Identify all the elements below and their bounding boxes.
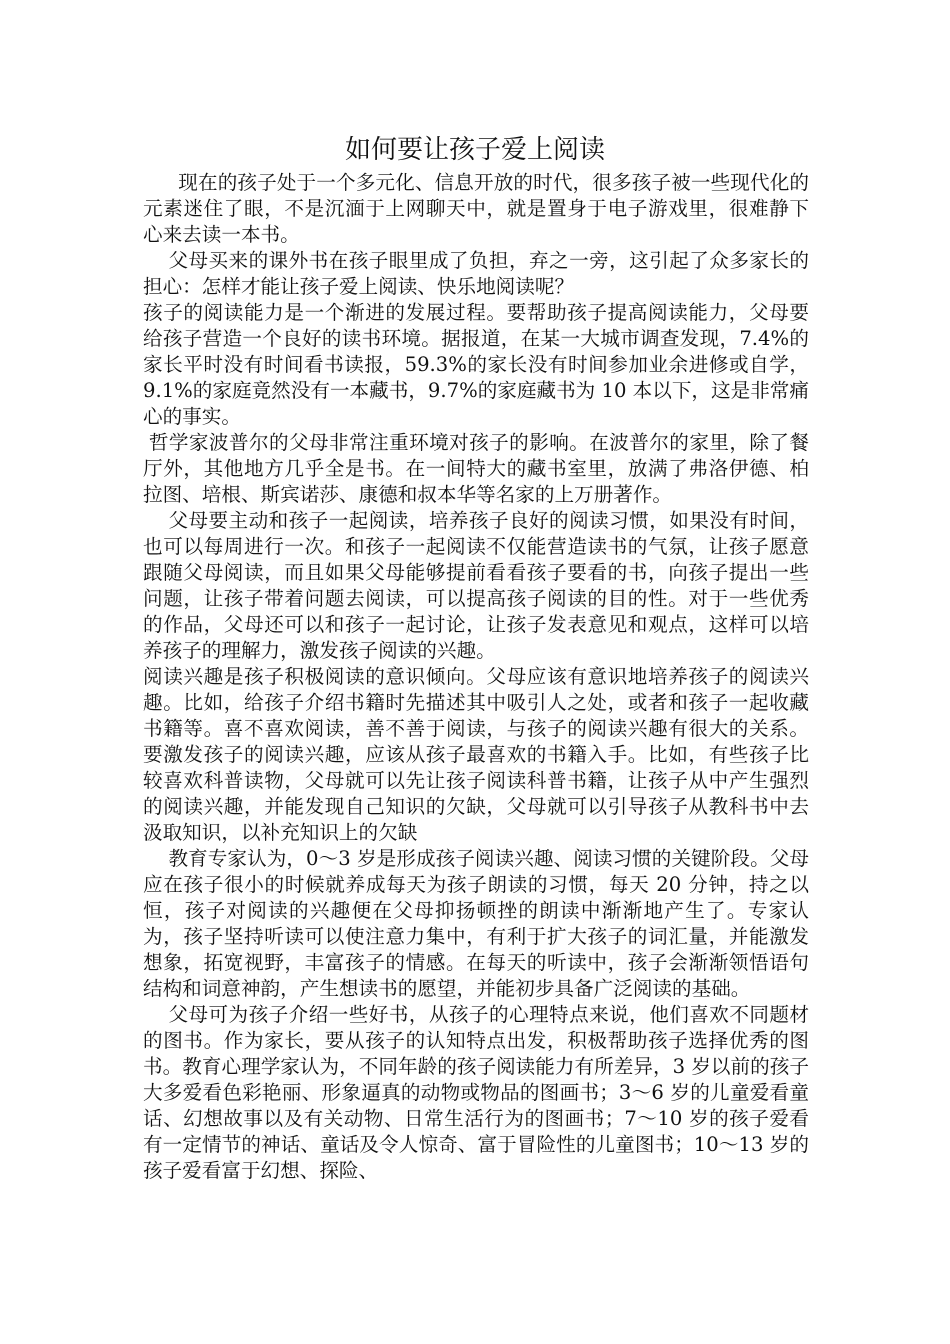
document-title: 如何要让孩子爱上阅读 <box>344 135 605 165</box>
paragraph-1: 现在的孩子处于一个多元化、信息开放的时代，很多孩子被一些现代化的元素迷住了眼，不是沉湎于上网聊天中，就是置身于电子游戏里，很难静下心来去读一本书。 <box>143 171 809 246</box>
paragraph-4: 哲学家波普尔的父母非常注重环境对孩子的影响。在波普尔的家里，除了餐厅外，其他地方几乎全是书。在一间特大的藏书室里，放满了弗洛伊德、柏拉图、培根、斯宾诺莎、康德和叔本华等名家的上万册著作。 <box>143 431 809 506</box>
paragraph-2: 父母买来的课外书在孩子眼里成了负担，弃之一旁，这引起了众多家长的担心：怎样才能让孩子爱上阅读、快乐地阅读呢？ <box>143 249 809 298</box>
paragraph-3: 孩子的阅读能力是一个渐进的发展过程。要帮助孩子提高阅读能力，父母要给孩子营造一个良好的读书环境。据报道，在某一大城市调查发现，7.4%的家长平时没有时间看书读报，59.3%的家长没有时间参加业余进修或自学，9.1%的家庭竟然没有一本藏书，9.7%的家庭藏书为 10 本以下，这是非常痛心的事实。 <box>143 301 809 428</box>
paragraph-6: 阅读兴趣是孩子积极阅读的意识倾向。父母应该有意识地培养孩子的阅读兴趣。比如，给孩子介绍书籍时先描述其中吸引人之处，或者和孩子一起收藏书籍等。喜不喜欢阅读，善不善于阅读，与孩子的阅读兴趣有很大的关系。要激发孩子的阅读兴趣，应该从孩子最喜欢的书籍入手。比如，有些孩子比较喜欢科普读物，父母就可以先让孩子阅读科普书籍，让孩子从中产生强烈的阅读兴趣，并能发现自己知识的欠缺，父母就可以引导孩子从教科书中去汲取知识，以补充知识上的欠缺 <box>143 665 809 844</box>
paragraph-8: 父母可为孩子介绍一些好书，从孩子的心理特点来说，他们喜欢不同题材的图书。作为家长，要从孩子的认知特点出发，积极帮助孩子选择优秀的图书。教育心理学家认为，不同年龄的孩子阅读能力有所差异，3 岁以前的孩子大多爱看色彩艳丽、形象逼真的动物或物品的图画书；3～6 岁的儿童爱看童话、幻想故事以及有关动物、日常生活行为的图画书；7～10 岁的孩子爱看有一定情节的神话、童话及令人惊奇、富于冒险性的儿童图书；10～13 岁的孩子爱看富于幻想、探险、 <box>143 1003 809 1182</box>
paragraph-7: 教育专家认为，0～3 岁是形成孩子阅读兴趣、阅读习惯的关键阶段。父母应在孩子很小的时候就养成每天为孩子朗读的习惯，每天 20 分钟，持之以恒，孩子对阅读的兴趣便在父母抑扬顿挫的朗读中渐渐地产生了。专家认为，孩子坚持听读可以使注意力集中，有利于扩大孩子的词汇量，并能激发想象，拓宽视野，丰富孩子的情感。在每天的听读中，孩子会渐渐领悟语句结构和词意神韵，产生想读书的愿望，并能初步具备广泛阅读的基础。 <box>143 847 809 1000</box>
paragraph-5: 父母要主动和孩子一起阅读，培养孩子良好的阅读习惯，如果没有时间，也可以每周进行一次。和孩子一起阅读不仅能营造读书的气氛，让孩子愿意跟随父母阅读，而且如果父母能够提前看看孩子要看的书，向孩子提出一些问题，让孩子带着问题去阅读，可以提高孩子阅读的目的性。对于一些优秀的作品，父母还可以和孩子一起讨论，让孩子发表意见和观点，这样可以培养孩子的理解力，激发孩子阅读的兴趣。 <box>143 509 809 662</box>
document-body <box>143 170 809 1184</box>
